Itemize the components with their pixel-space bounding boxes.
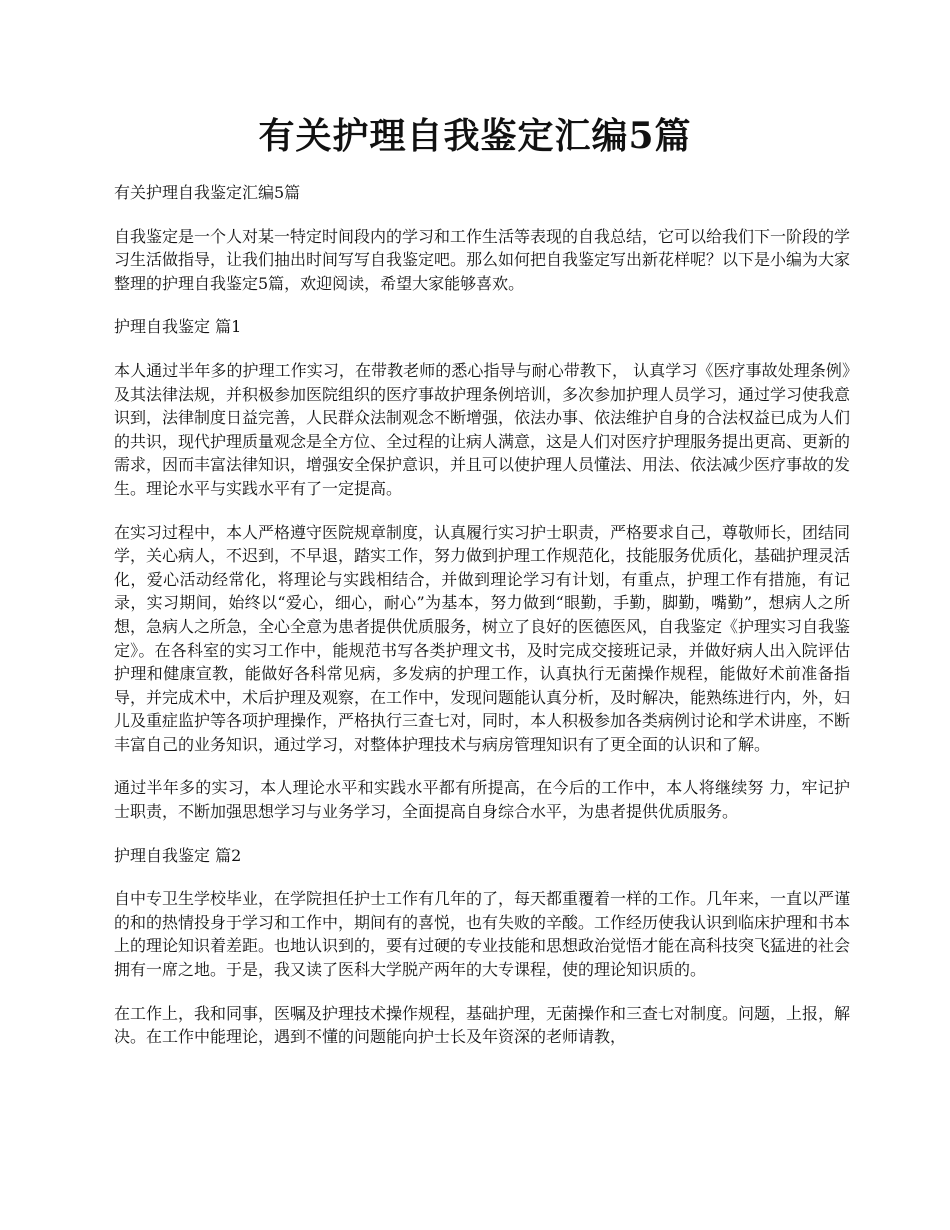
section2-paragraph-1: 自中专卫生学校毕业，在学院担任护士工作有几年的了，每天都重覆着一样的工作。几年来，一直以严谨的和的热情投身于学习和工作中，期间有的喜悦，也有失败的辛酸。工作经历使我认识到临床护理和书本上的理论知识着差距。也地认识到的，要有过硬的专业技能和思想政治觉悟才能在高科技突飞猛进的社会拥有一席之地。于是，我又读了医科大学脱产两年的大专课程，使的理论知识质的。	[114, 889, 851, 980]
page-title: 有关护理自我鉴定汇编5篇	[258, 115, 692, 157]
document-subtitle: 有关护理自我鉴定汇编5篇	[114, 183, 301, 202]
document-body	[114, 181, 850, 1069]
section-heading-1: 护理自我鉴定 篇1	[114, 317, 242, 337]
intro-paragraph: 自我鉴定是一个人对某一特定时间段内的学习和工作生活等表现的自我总结，它可以给我们下一阶段的学习生活做指导，让我们抽出时间写写自我鉴定吧。那么如何把自我鉴定写出新花样呢？以下是小编为大家整理的护理自我鉴定5篇，欢迎阅读，希望大家能够喜欢。	[114, 226, 851, 293]
section2-paragraph-2: 在工作上，我和同事，医嘱及护理技术操作规程，基础护理，无菌操作和三查七对制度。问题，上报，解决。在工作中能理论，遇到不懂的问题能向护士长及年资深的老师请教，	[114, 1003, 851, 1047]
section1-paragraph-1: 本人通过半年多的护理工作实习，在带教老师的悉心指导与耐心带教下， 认真学习《医疗事故处理条例》及其法律法规，并积极参加医院组织的医疗事故护理条例培训，多次参加护理人员学习，通过学习使我意识到，法律制度日益完善，人民群众法制观念不断增强，依法办事、依法维护自身的合法权益已成为人们的共识，现代护理质量观念是全方位、全过程的让病人满意，这是人们对医疗护理服务提出更高、更新的需求，因而丰富法律知识，增强安全保护意识，并且可以使护理人员懂法、用法、依法减少医疗事故的发生。理论水平与实践水平有了一定提高。	[114, 360, 851, 498]
section1-paragraph-2: 在实习过程中，本人严格遵守医院规章制度，认真履行实习护士职责，严格要求自己，尊敬师长，团结同学，关心病人，不迟到，不早退，踏实工作，努力做到护理工作规范化，技能服务优质化，基础护理灵活化，爱心活动经常化，将理论与实践相结合，并做到理论学习有计划，有重点，护理工作有措施，有记录，实习期间，始终以“爱心，细心，耐心”为基本，努力做到“眼勤，手勤，脚勤，嘴勤”，想病人之所想，急病人之所急，全心全意为患者提供优质服务，树立了良好的医德医风，自我鉴定《护理实习自我鉴定》。在各科室的实习工作中，能规范书写各类护理文书，及时完成交接班记录，并做好病人出入院评估护理和健康宣教，能做好各科常见病，多发病的护理工作，认真执行无菌操作规程，能做好术前准备指导，并完成术中，术后护理及观察，在工作中，发现问题能认真分析，及时解决，能熟练进行内，外，妇儿及重症监护等各项护理操作，严格执行三查七对，同时，本人积极参加各类病例讨论和学术讲座，不断丰富自己的业务知识，通过学习，对整体护理技术与病房管理知识有了更全面的认识和了解。	[114, 522, 851, 754]
section-heading-2: 护理自我鉴定 篇2	[114, 845, 242, 865]
section1-paragraph-3: 通过半年多的实习，本人理论水平和实践水平都有所提高，在今后的工作中，本人将继续努 力，牢记护士职责，不断加强思想学习与业务学习，全面提高自身综合水平，为患者提供优质服务。	[114, 778, 850, 822]
